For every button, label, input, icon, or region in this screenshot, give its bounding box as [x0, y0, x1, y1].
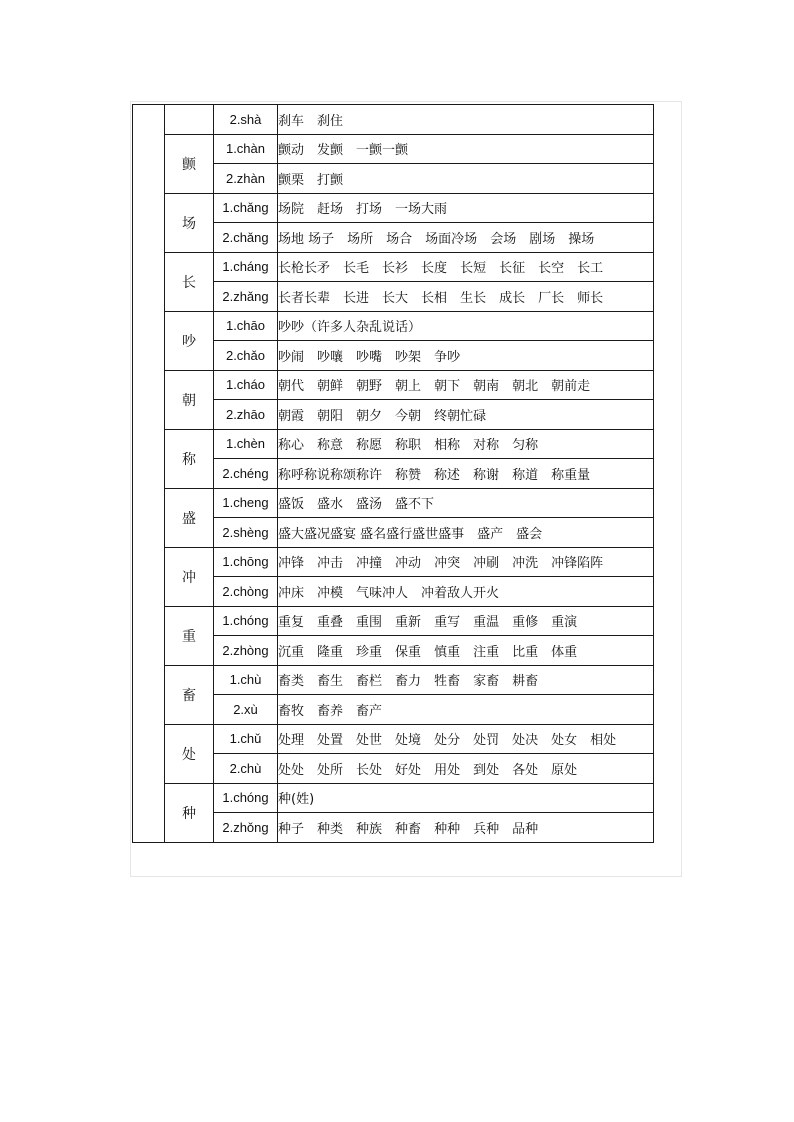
word: 一颤一颤 — [356, 143, 409, 159]
words-cell — [278, 341, 654, 371]
word: 盛会 — [516, 526, 543, 542]
word: 盛汤 — [356, 497, 383, 513]
word: 冲突 — [434, 556, 461, 572]
pinyin-cell: 2.chòng — [214, 577, 278, 607]
word: 畜养 — [317, 703, 344, 719]
table-row — [133, 783, 654, 813]
pinyin-cell: 1.chǎng — [214, 193, 278, 223]
word: 操场 — [568, 231, 595, 247]
word: 保重 — [395, 644, 422, 660]
word: 长衫 — [382, 261, 409, 277]
character-cell: 吵 — [165, 311, 214, 370]
pinyin-cell: 2.zhǒng — [214, 813, 278, 843]
words-cell — [278, 783, 654, 813]
pinyin-cell: 1.cháng — [214, 252, 278, 282]
words-cell — [278, 813, 654, 843]
word: 场合 — [386, 231, 413, 247]
pinyin-cell: 1.chàn — [214, 134, 278, 164]
word: 处境 — [395, 733, 422, 749]
word: 匀称 — [512, 438, 539, 454]
words-cell — [278, 105, 654, 135]
word: 处决 — [512, 733, 539, 749]
word: 冲击 — [317, 556, 344, 572]
word: 称谢 — [473, 467, 500, 483]
word: 朝代 — [278, 379, 305, 395]
words-cell — [278, 577, 654, 607]
word: 种类 — [317, 821, 344, 837]
word: 赶场 — [317, 202, 344, 218]
word: 重演 — [551, 615, 578, 631]
word: 冲模 — [317, 585, 344, 601]
words-cell — [278, 193, 654, 223]
word: 重叠 — [317, 615, 344, 631]
word: 朝上 — [395, 379, 422, 395]
word: 注重 — [473, 644, 500, 660]
words-cell — [278, 488, 654, 518]
pinyin-cell: 2.chǎng — [214, 223, 278, 253]
words-cell — [278, 665, 654, 695]
word: 发颤 — [317, 143, 344, 159]
word: 品种 — [512, 821, 539, 837]
pinyin-cell: 2.chéng — [214, 459, 278, 489]
word: 牲畜 — [434, 674, 461, 690]
word: 打颤 — [317, 172, 344, 188]
blank-left-column — [133, 105, 165, 843]
words-cell — [278, 695, 654, 725]
word: 颤动 — [278, 143, 305, 159]
table-row — [133, 252, 654, 282]
word: 朝阳 — [317, 408, 344, 424]
words-cell — [278, 223, 654, 253]
word: 朝下 — [434, 379, 461, 395]
word: 用处 — [434, 762, 461, 778]
word: 沉重 — [278, 644, 305, 660]
word: 种(姓) — [278, 792, 315, 808]
character-cell: 朝 — [165, 370, 214, 429]
word: 盛水 — [317, 497, 344, 513]
pinyin-cell: 1.cheng — [214, 488, 278, 518]
table-row — [133, 134, 654, 164]
word: 重温 — [473, 615, 500, 631]
word: 朝南 — [473, 379, 500, 395]
words-cell — [278, 724, 654, 754]
word: 称心 — [278, 438, 305, 454]
word: 成长 — [499, 290, 526, 306]
word: 称职 — [395, 438, 422, 454]
word: 冲床 — [278, 585, 305, 601]
character-cell: 颤 — [165, 134, 214, 193]
character-cell: 重 — [165, 606, 214, 665]
word: 生长 — [460, 290, 487, 306]
word: 吵架 — [395, 349, 422, 365]
word: 对称 — [473, 438, 500, 454]
word: 慎重 — [434, 644, 461, 660]
word: 畜栏 — [356, 674, 383, 690]
word: 处分 — [434, 733, 461, 749]
table-row — [133, 429, 654, 459]
word: 长空 — [538, 261, 565, 277]
word: 长枪长矛 — [278, 261, 331, 277]
word: 厂长 — [538, 290, 565, 306]
table-row — [133, 311, 654, 341]
word: 长毛 — [343, 261, 370, 277]
word: 盛大盛况盛宴 盛名盛行盛世盛事 — [278, 526, 465, 542]
pinyin-cell: 1.chóng — [214, 783, 278, 813]
words-cell — [278, 606, 654, 636]
word: 盛产 — [477, 526, 504, 542]
character-cell: 种 — [165, 783, 214, 842]
word: 盛饭 — [278, 497, 305, 513]
pinyin-cell: 1.chǔ — [214, 724, 278, 754]
word: 畜产 — [356, 703, 383, 719]
pinyin-cell: 1.chèn — [214, 429, 278, 459]
word: 重围 — [356, 615, 383, 631]
word: 畜类 — [278, 674, 305, 690]
word: 朝霞 — [278, 408, 305, 424]
words-cell — [278, 282, 654, 312]
word: 长相 — [421, 290, 448, 306]
word: 场院 — [278, 202, 305, 218]
word: 气味冲人 — [356, 585, 409, 601]
word: 称道 — [512, 467, 539, 483]
word: 冲洗 — [512, 556, 539, 572]
words-cell — [278, 518, 654, 548]
word: 家畜 — [473, 674, 500, 690]
pinyin-cell: 2.zhāo — [214, 400, 278, 430]
word: 吵闹 — [278, 349, 305, 365]
pinyin-cell: 2.zhǎng — [214, 282, 278, 312]
pinyin-cell: 1.cháo — [214, 370, 278, 400]
word: 好处 — [395, 762, 422, 778]
word: 耕畜 — [512, 674, 539, 690]
word: 长者长辈 — [278, 290, 331, 306]
pinyin-cell: 1.chāo — [214, 311, 278, 341]
word: 隆重 — [317, 644, 344, 660]
word: 到处 — [473, 762, 500, 778]
word: 重复 — [278, 615, 305, 631]
word: 珍重 — [356, 644, 383, 660]
words-cell — [278, 311, 654, 341]
words-cell — [278, 164, 654, 194]
word: 处世 — [356, 733, 383, 749]
character-cell: 畜 — [165, 665, 214, 724]
word: 长处 — [356, 762, 383, 778]
pinyin-cell: 1.chù — [214, 665, 278, 695]
word: 刹住 — [317, 113, 344, 129]
word: 处处 — [278, 762, 305, 778]
words-cell — [278, 547, 654, 577]
table-row — [133, 488, 654, 518]
word: 处罚 — [473, 733, 500, 749]
word: 冲动 — [395, 556, 422, 572]
words-cell — [278, 252, 654, 282]
word: 打场 — [356, 202, 383, 218]
character-cell: 盛 — [165, 488, 214, 547]
table-row — [133, 193, 654, 223]
table-row — [133, 665, 654, 695]
word: 场地 场子 — [278, 231, 335, 247]
word: 体重 — [551, 644, 578, 660]
character-cell: 处 — [165, 724, 214, 783]
word: 冲刷 — [473, 556, 500, 572]
pinyin-cell: 1.chōng — [214, 547, 278, 577]
pinyin-cell: 1.chóng — [214, 606, 278, 636]
character-cell: 长 — [165, 252, 214, 311]
pinyin-cell: 2.zhòng — [214, 636, 278, 666]
word: 冲着敌人开火 — [421, 585, 500, 601]
word: 长大 — [382, 290, 409, 306]
table-row — [133, 105, 654, 135]
word: 处理 — [278, 733, 305, 749]
word: 处所 — [317, 762, 344, 778]
word: 畜生 — [317, 674, 344, 690]
word: 终朝忙碌 — [434, 408, 487, 424]
words-cell — [278, 754, 654, 784]
word: 相称 — [434, 438, 461, 454]
word: 各处 — [512, 762, 539, 778]
word: 重新 — [395, 615, 422, 631]
word: 比重 — [512, 644, 539, 660]
words-cell — [278, 134, 654, 164]
word: 长度 — [421, 261, 448, 277]
word: 种畜 — [395, 821, 422, 837]
word: 颤栗 — [278, 172, 305, 188]
word: 长工 — [577, 261, 604, 277]
word: 盛不下 — [395, 497, 435, 513]
character-cell — [165, 105, 214, 135]
word: 种种 — [434, 821, 461, 837]
word: 师长 — [577, 290, 604, 306]
pinyin-cell: 2.shèng — [214, 518, 278, 548]
word: 争吵 — [434, 349, 461, 365]
word: 朝夕 — [356, 408, 383, 424]
word: 称愿 — [356, 438, 383, 454]
pinyin-cell: 2.xù — [214, 695, 278, 725]
word: 吵嚷 — [317, 349, 344, 365]
word: 冲锋陷阵 — [551, 556, 604, 572]
word: 场面冷场 — [425, 231, 478, 247]
pinyin-cell: 2.chǎo — [214, 341, 278, 371]
word: 朝鲜 — [317, 379, 344, 395]
words-cell — [278, 370, 654, 400]
word: 吵吵（许多人杂乱说话） — [278, 320, 422, 336]
words-cell — [278, 400, 654, 430]
word: 兵种 — [473, 821, 500, 837]
word: 重写 — [434, 615, 461, 631]
word: 处女 — [551, 733, 578, 749]
word: 处置 — [317, 733, 344, 749]
word: 称呼称说称颂称许 — [278, 467, 383, 483]
character-cell: 场 — [165, 193, 214, 252]
word: 吵嘴 — [356, 349, 383, 365]
word: 长短 — [460, 261, 487, 277]
polyphonic-character-table — [132, 104, 654, 843]
word: 原处 — [551, 762, 578, 778]
words-cell — [278, 429, 654, 459]
word: 重修 — [512, 615, 539, 631]
pinyin-cell: 2.zhàn — [214, 164, 278, 194]
table-row — [133, 370, 654, 400]
word: 一场大雨 — [395, 202, 448, 218]
word: 长进 — [343, 290, 370, 306]
word: 朝前走 — [551, 379, 591, 395]
character-cell: 称 — [165, 429, 214, 488]
pinyin-cell: 2.shà — [214, 105, 278, 135]
character-cell: 冲 — [165, 547, 214, 606]
words-cell — [278, 459, 654, 489]
word: 剧场 — [529, 231, 556, 247]
word: 称赞 — [395, 467, 422, 483]
word: 刹车 — [278, 113, 305, 129]
word: 冲撞 — [356, 556, 383, 572]
word: 相处 — [590, 733, 617, 749]
word: 场所 — [347, 231, 374, 247]
word: 今朝 — [395, 408, 422, 424]
word: 冲锋 — [278, 556, 305, 572]
word: 畜牧 — [278, 703, 305, 719]
word: 长征 — [499, 261, 526, 277]
table-row — [133, 724, 654, 754]
table-row — [133, 606, 654, 636]
word: 种子 — [278, 821, 305, 837]
table-row — [133, 547, 654, 577]
word: 朝野 — [356, 379, 383, 395]
table-body — [133, 105, 654, 843]
word: 朝北 — [512, 379, 539, 395]
word: 畜力 — [395, 674, 422, 690]
word: 称重量 — [551, 467, 591, 483]
words-cell — [278, 636, 654, 666]
pinyin-cell: 2.chù — [214, 754, 278, 784]
word: 称述 — [434, 467, 461, 483]
word: 称意 — [317, 438, 344, 454]
word: 种族 — [356, 821, 383, 837]
word: 会场 — [490, 231, 517, 247]
